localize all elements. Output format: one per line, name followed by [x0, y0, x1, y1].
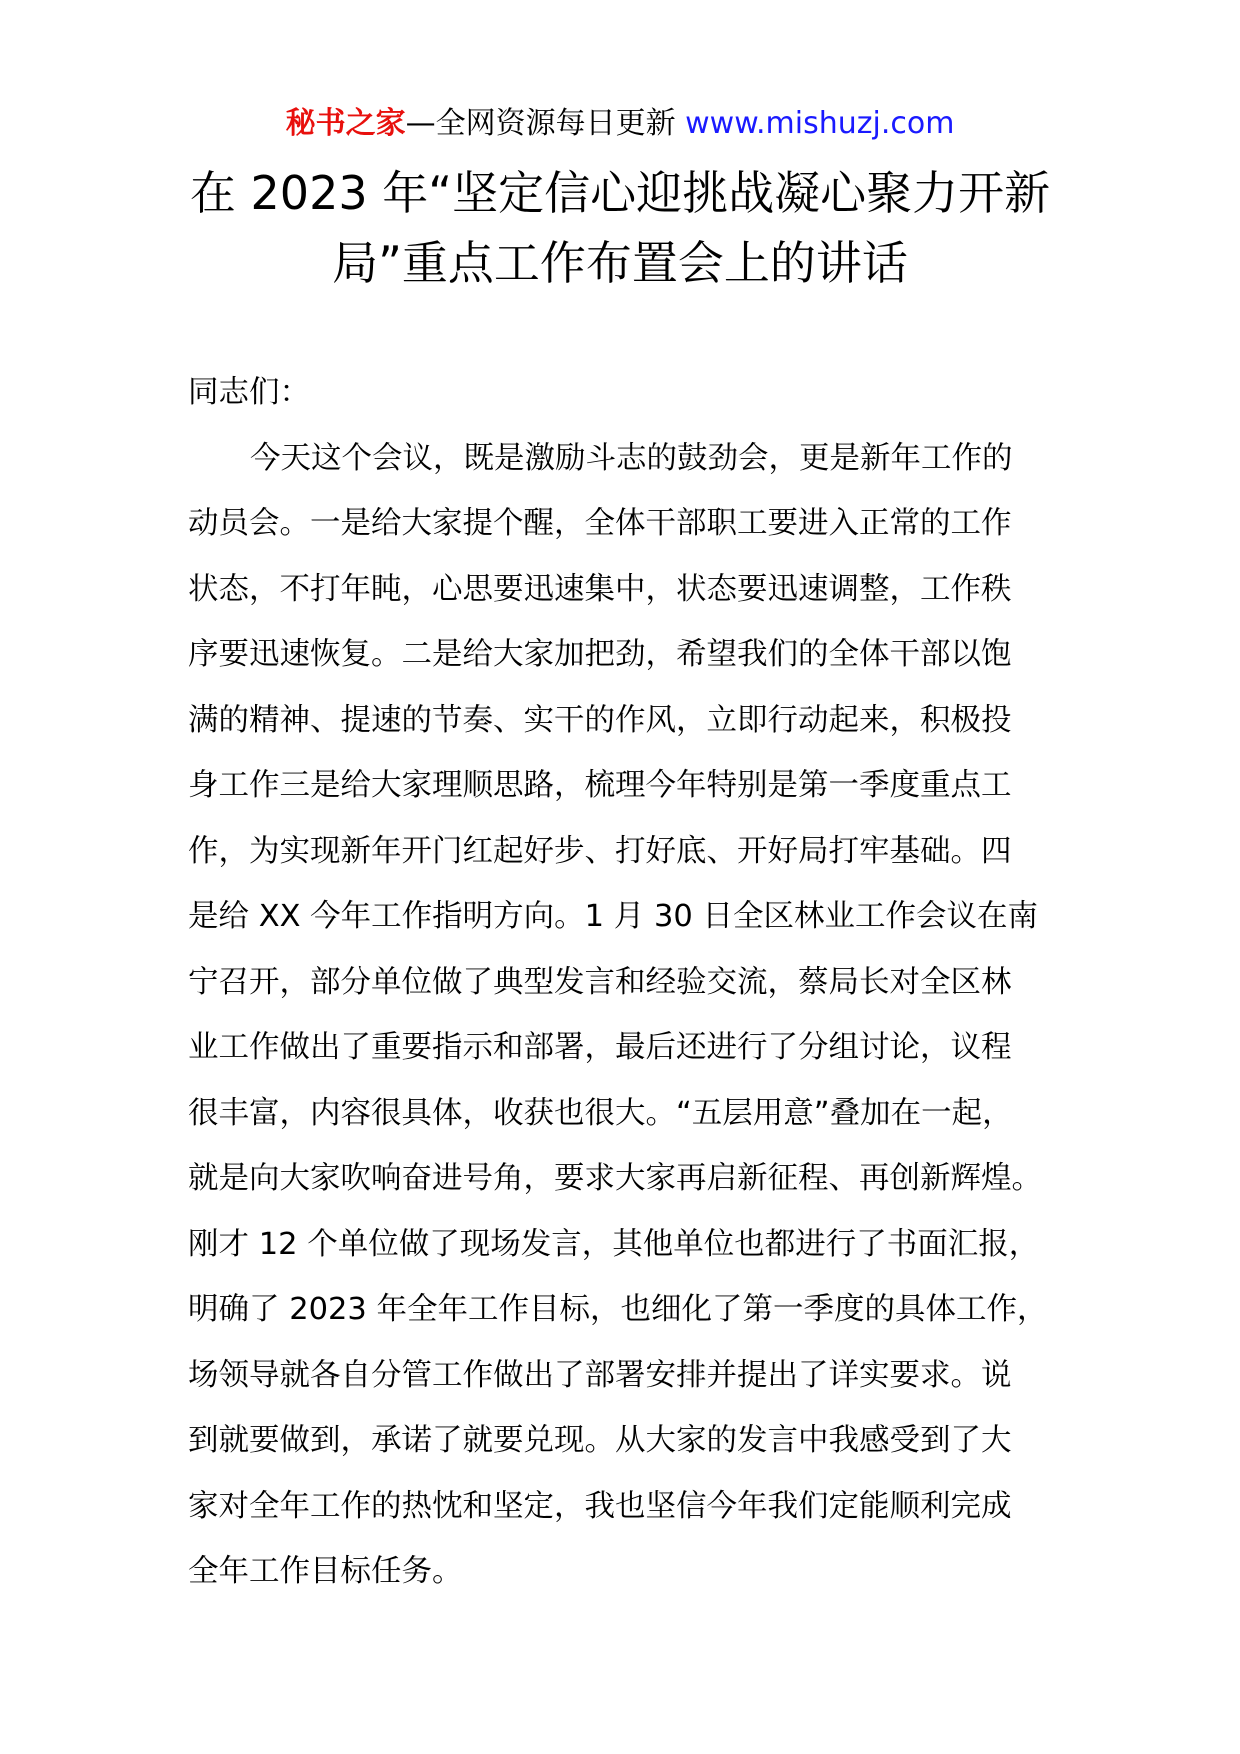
- paragraph-line: 今天这个会议，既是激励斗志的鼓劲会，更是新年工作的: [250, 440, 1013, 476]
- paragraph-line: 刚才 12 个单位做了现场发言，其他单位也都进行了书面汇报，: [188, 1226, 1040, 1262]
- paragraph-line: 就是向大家吹响奋进号角，要求大家再启新征程、再创新辉煌。: [188, 1161, 1042, 1196]
- paragraph-line: 满的精神、提速的节奏、实干的作风，立即行动起来，积极投: [188, 702, 1012, 738]
- paragraph-line: 宁召开，部分单位做了典型发言和经验交流，蔡局长对全区林: [188, 964, 1012, 1000]
- paragraph-line: 明确了 2023 年全年工作目标，也细化了第一季度的具体工作，: [188, 1292, 1048, 1327]
- paragraph-line: 状态，不打年盹，心思要迅速集中，状态要迅速调整，工作秩: [188, 571, 1012, 607]
- paragraph-line: 家对全年工作的热忱和坚定，我也坚信今年我们定能顺利完成: [188, 1488, 1012, 1524]
- header-slogan: —全网资源每日更新: [405, 106, 686, 141]
- paragraph-line: 作，为实现新年开门红起好步、打好底、开好局打牢基础。四: [188, 833, 1012, 869]
- paragraph-line: 身工作三是给大家理顺思路，梳理今年特别是第一季度重点工: [188, 768, 1012, 803]
- speech-body: [188, 360, 1068, 1605]
- paragraph-line: 全年工作目标任务。: [188, 1554, 463, 1589]
- paragraph-line: 场领导就各自分管工作做出了部署安排并提出了详实要求。说: [188, 1357, 1012, 1393]
- site-header: [0, 102, 1240, 146]
- paragraph-line: 到就要做到，承诺了就要兑现。从大家的发言中我感受到了大: [188, 1423, 1012, 1458]
- paragraph-line: 是给 XX 今年工作指明方向。1 月 30 日全区林业工作会议在南: [188, 899, 1038, 934]
- paragraph-line: 序要迅速恢复。二是给大家加把劲，希望我们的全体干部以饱: [188, 637, 1012, 672]
- paragraph-line: 业工作做出了重要指示和部署，最后还进行了分组讨论，议程: [188, 1030, 1012, 1065]
- title-line-2: 局”重点工作布置会上的讲话: [332, 236, 908, 290]
- document-title: [150, 158, 1090, 298]
- brand-name: 秘书之家: [285, 106, 406, 141]
- site-url-link[interactable]: www.mishuzj.com: [685, 106, 955, 141]
- greeting: 同志们：: [188, 375, 310, 410]
- paragraph-line: 很丰富，内容很具体，收获也很大。“五层用意”叠加在一起，: [188, 1095, 1013, 1131]
- title-line-1: 在 2023 年“坚定信心迎挑战凝心聚力开新: [189, 166, 1051, 220]
- paragraph-line: 动员会。一是给大家提个醒，全体干部职工要进入正常的工作: [188, 506, 1012, 541]
